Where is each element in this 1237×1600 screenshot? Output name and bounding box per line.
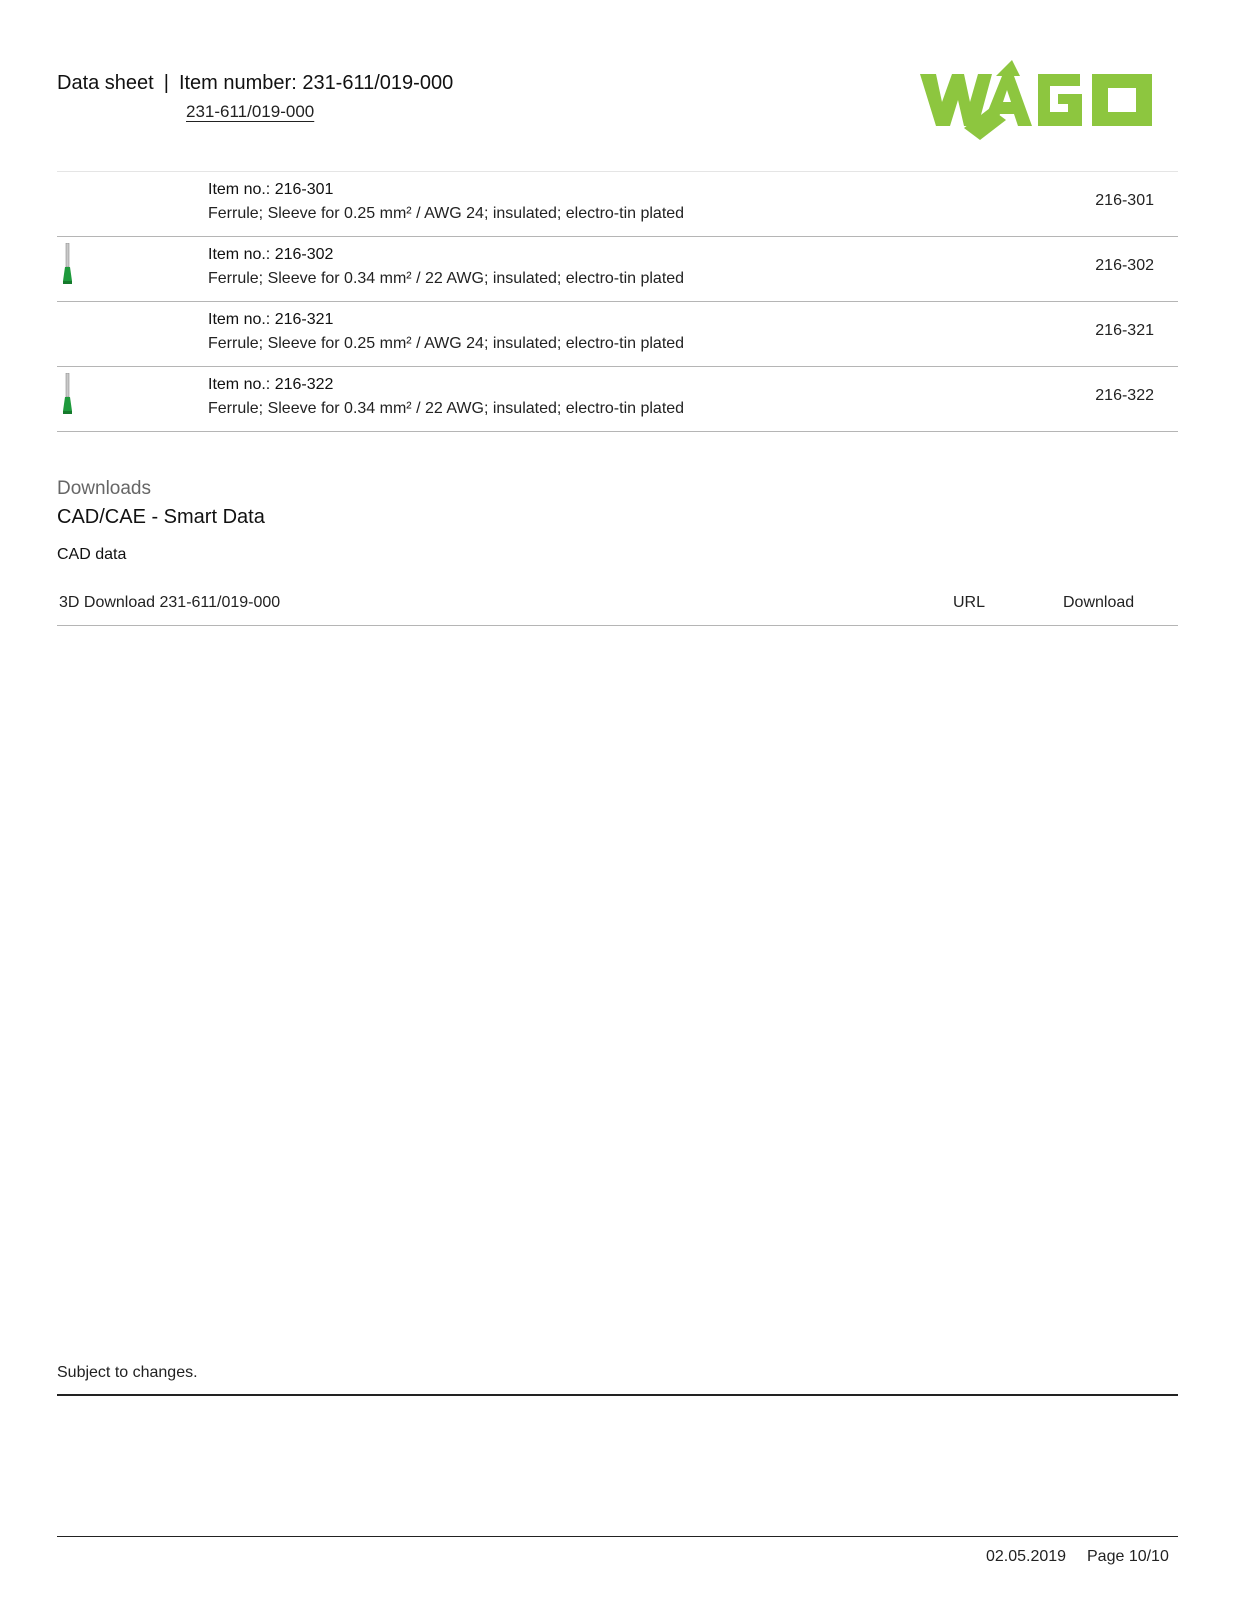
download-row — [57, 580, 1178, 626]
item-description: Ferrule; Sleeve for 0.25 mm² / AWG 24; insulated; electro-tin plated — [208, 205, 685, 222]
item-code: 216-302 — [1095, 257, 1154, 274]
item-code: 216-301 — [1095, 192, 1154, 209]
green-ferrule-icon — [61, 243, 75, 285]
title-separator: | — [163, 72, 169, 94]
document-header — [57, 72, 454, 121]
item-number-link[interactable]: 231-611/019-000 — [186, 102, 315, 121]
item-description: Ferrule; Sleeve for 0.34 mm² / 22 AWG; insulated; electro-tin plated — [208, 400, 685, 417]
page-number: Page 10/10 — [1087, 1548, 1169, 1565]
accessories-table — [57, 171, 1178, 432]
title-prefix: Data sheet — [57, 72, 154, 94]
green-ferrule-icon — [61, 373, 75, 415]
table-row — [57, 302, 1178, 367]
table-row — [57, 172, 1178, 237]
item-title: Item no.: 216-321 — [208, 311, 334, 328]
downloads-heading: CAD/CAE - Smart Data — [57, 506, 265, 528]
table-row — [57, 237, 1178, 302]
table-row — [57, 367, 1178, 432]
download-link[interactable]: Download — [1063, 594, 1135, 611]
item-description: Ferrule; Sleeve for 0.25 mm² / AWG 24; insulated; electro-tin plated — [208, 335, 685, 352]
item-title: Item no.: 216-302 — [208, 246, 334, 263]
footer-divider — [57, 1394, 1178, 1396]
item-code: 216-321 — [1095, 322, 1154, 339]
subject-to-changes-note: Subject to changes. — [57, 1364, 198, 1381]
page-title — [57, 72, 453, 95]
item-title: Item no.: 216-301 — [208, 181, 334, 198]
page-footer-divider — [57, 1536, 1178, 1537]
downloads-label: Downloads — [57, 478, 151, 499]
download-name: 3D Download 231-611/019-000 — [59, 594, 281, 611]
cad-data-subheading: CAD data — [57, 546, 127, 563]
item-description: Ferrule; Sleeve for 0.34 mm² / 22 AWG; insulated; electro-tin plated — [208, 270, 685, 287]
title-item-number: Item number: 231-611/019-000 — [178, 72, 454, 94]
download-type: URL — [953, 594, 986, 611]
wago-logo — [920, 58, 1176, 144]
footer-date: 02.05.2019 — [986, 1548, 1067, 1565]
item-title: Item no.: 216-322 — [208, 376, 334, 393]
item-code: 216-322 — [1095, 387, 1154, 404]
